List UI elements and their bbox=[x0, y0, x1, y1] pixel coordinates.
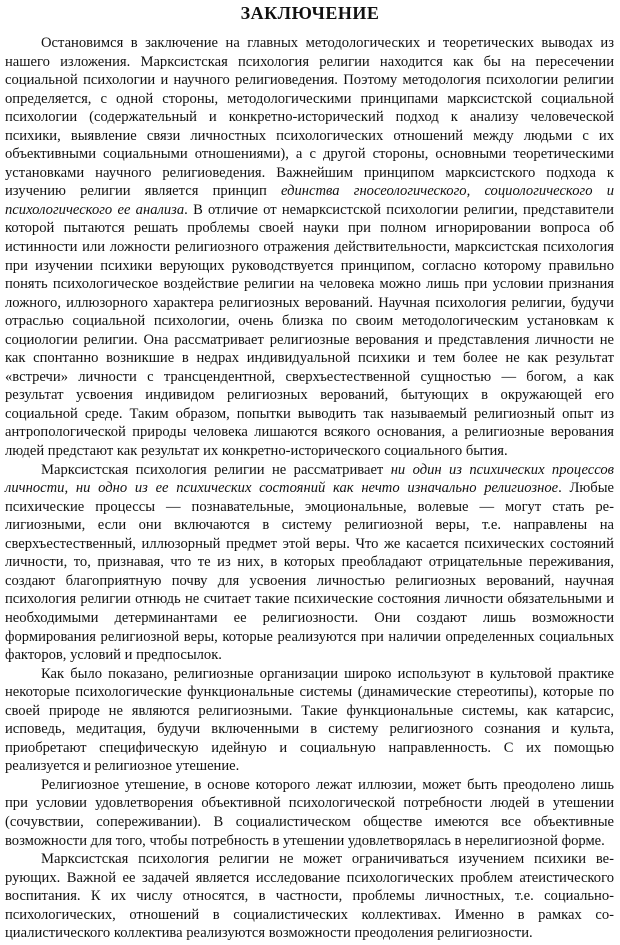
paragraph-4 bbox=[5, 776, 614, 850]
text-run: Марксистская психология религии не может ограничиваться изучением психики верующих. Важной ее задачей является исследование психологических проблем атеистического воспитания. К их числу относятся, в частности, проблемы личностных, т.е. социально-психологических, отношений в социалистических коллективах. Именно в рамках социалистического коллектива реализуются возможности преодоления религиозности. bbox=[5, 851, 614, 942]
paragraph-2 bbox=[5, 461, 614, 665]
italic-run: единства гносеологического, социологического и психологического ее анализа bbox=[5, 183, 614, 218]
text-run: Религиозное утешение, в основе которого лежат иллюзии, может быть преодолено лишь при условии удовлетворения объективной психологической потребности людей в утешении (сочувствии, сопереживании). В социалистическом обществе имеются все объективные возможности для того, чтобы потребность в утешении удовлетворялась в нерелигиозной форме. bbox=[5, 776, 614, 849]
text-run: . Любые психические процессы — познавательные, эмоциональные, волевые — могут стать религиозными, если они включаются в систему религиозной веры, т.е. направлены на сверхъестественный, иллюзорный предмет этой веры. Что же касается психических состояний личности, то, признавая, что те из них, в которых преобладают отрицательные переживания, создают благоприятную почву для усвоения личностью религиозных верований, научная психология религии отнюдь не считает такие психические состояния личности обязательными и необходимыми детерминантами ее религиозности. Они создают лишь возможности формирования религиозной веры, которые реализуются при наличии определенных социальных факторов, условий и предпосылок. bbox=[5, 480, 614, 664]
text-run: Остановимся в заключение на главных методологических и теоретических выводах из нашего изложения. Марксистская психология религии находится как бы на пересечении социальной психологии и научного религиоведения. Поэтому методология психологии религии определяется, с одной стороны, методологическими принципами марксистской социальной психологии (содержательный и конкретно-исторический подход к анализу человеческой психики, выявление связи личностных психологических отношений между людьми с их объективными социальными отношениями), а с другой стороны, основными теоретическими установками научного религиоведения. Важнейшим принципом марксистского подхода к изучению религии является принцип bbox=[5, 35, 614, 200]
paragraph-3 bbox=[5, 665, 614, 776]
body-text bbox=[5, 34, 614, 943]
paragraph-1 bbox=[5, 34, 614, 461]
italic-run: ни один из психических процессов личности, ни одно из ее психических состояний как нечто изначально религиозное bbox=[5, 461, 614, 497]
paragraph-5 bbox=[5, 850, 614, 943]
text-run: Как было показано, религиозные организации широко используют в культовой практике некоторые психологические функциональные системы (динамические стереотипы), которые по своей природе не являются религиозными. Такие функциональные системы, как катарсис, исповедь, медитация, будучи включенными в систему религиозного сознания и культа, приобретают специфическую идейную и социальную направленность. С их помощью реализуется и религиозное утешение. bbox=[5, 665, 614, 775]
page-title: ЗАКЛЮЧЕНИЕ bbox=[240, 3, 380, 23]
text-run: . В отличие от немарксистской психологии религии, представители которой пытаются решать проблемы своей науки при полном игнорировании вопроса об истинности или ложности религиозного отражения действительности, марксистская психология при изучении психики верующих руководствуется принципом, согласно которому правильно понять психологическое воздействие религии на человека можно лишь при условии признания ложного, иллюзорного характера религиозных верований. Научная психология религии, будучи отраслью социальной психологии, очень близка по своим методологическим установкам к социологии религии. Она рассматривает религиозные верования и представления личности не как спонтанно возникшие в недрах индивидуальной психики и тем более не как результат «встречи» личности с трансцендентной, сверхъестественной сущностью — богом, а как результат усвоения индивидом религиозных верований, бытующих в окружающей его социальной среде. Таким образом, попытки выводить так называемый религиозный опыт из антропологической природы человека лишаются всякого основания, а религиозные верования людей предстают как результат их конкретно-исторического социального бытия. bbox=[5, 201, 614, 460]
text-run: Марксистская психология религии не рассматривает bbox=[41, 461, 391, 478]
